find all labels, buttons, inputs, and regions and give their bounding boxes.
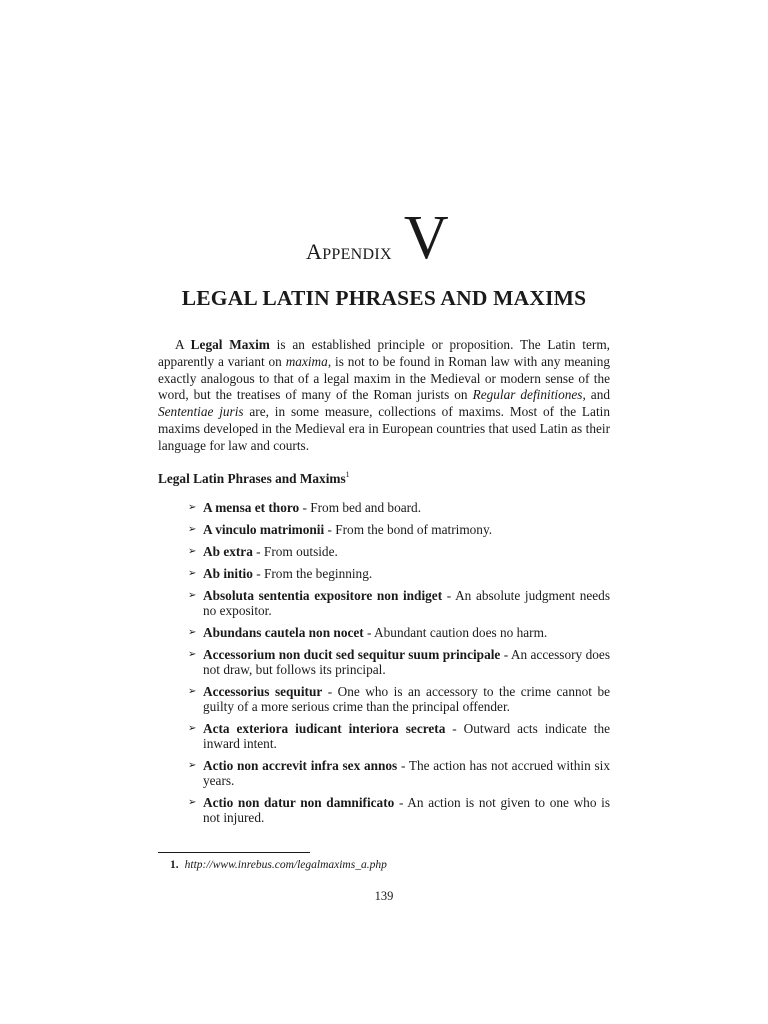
intro-term-legal-maxim: Legal Maxim <box>190 337 270 352</box>
appendix-label-rest: PPENDIX <box>322 245 392 263</box>
section-heading: Legal Latin Phrases and Maxims$^1$ <box>158 470 350 486</box>
maxim-meaning: - One who is an accessory to the crime cannot be guilty of a more serious crime than the principal offender. <box>203 684 610 714</box>
maxim-term: A mensa et thoro <box>203 500 300 515</box>
arrow-bullet-icon: ➢ <box>188 686 197 697</box>
page-title: LEGAL LATIN PHRASES AND MAXIMS <box>181 286 587 310</box>
maxim-meaning: - From the beginning. <box>252 566 373 581</box>
list-item <box>188 758 610 788</box>
list-item <box>188 566 610 581</box>
footnote-url: http://www.inrebus.com/legalmaxims_a.php <box>184 859 387 871</box>
arrow-bullet-icon: ➢ <box>188 590 197 601</box>
arrow-bullet-icon: ➢ <box>188 546 197 557</box>
page-number: 139 <box>374 889 394 903</box>
arrow-bullet-icon: ➢ <box>188 502 197 513</box>
arrow-bullet-icon: ➢ <box>188 649 197 660</box>
list-item <box>188 795 610 825</box>
arrow-bullet-icon: ➢ <box>188 524 197 535</box>
maxim-term: A vinculo matrimonii <box>203 522 325 537</box>
maxim-term: Actio non accrevit infra sex annos <box>203 758 398 773</box>
appendix-heading <box>306 204 449 272</box>
maxim-term: Ab initio <box>203 566 253 581</box>
list-item <box>188 721 610 751</box>
arrow-bullet-icon: ➢ <box>188 627 197 638</box>
footnote <box>170 859 387 871</box>
arrow-bullet-icon: ➢ <box>188 760 197 771</box>
list-item <box>188 544 610 559</box>
arrow-bullet-icon: ➢ <box>188 797 197 808</box>
maxim-term: Ab extra <box>203 544 253 559</box>
maxim-meaning: - Outward acts indicate the inward intent. <box>203 721 610 751</box>
list-item <box>188 522 610 537</box>
maxim-meaning: - From outside. <box>252 544 338 559</box>
maxims-list <box>188 500 610 825</box>
list-item <box>188 625 610 640</box>
intro-paragraph: A Legal Maxim is an established principle or proposition. The Latin term, apparently a variant on maxima, is not to be found in Roman law with any meaning exactly analogous to that of a legal maxim in the Medieval or modern sense of the word, but the treatises of many of the Roman jurists on Regular definitiones, and Sententiae juris are, in some measure, collections of maxims. Most of the Latin maxims developed in the Medieval era in European countries that used Latin as their language for law and courts. <box>158 337 611 453</box>
maxim-meaning: - An accessory does not draw, but follows its principal. <box>203 647 610 677</box>
arrow-bullet-icon: ➢ <box>188 568 197 579</box>
appendix-numeral: V <box>403 204 449 272</box>
maxim-meaning: - Abundant caution does no harm. <box>363 625 548 640</box>
footnote-divider <box>158 852 310 853</box>
appendix-label-initial: A <box>306 238 323 264</box>
maxim-term: Actio non datur non damnificato <box>203 795 395 810</box>
maxim-term: Absoluta sententia expositore non indiget <box>203 588 443 603</box>
maxim-meaning: - From the bond of matrimony. <box>324 522 493 537</box>
list-item <box>188 684 610 714</box>
maxim-term: Accessorium non ducit sed sequitur suum principale <box>203 647 501 662</box>
maxim-meaning: - An absolute judgment needs no expositor. <box>203 588 610 618</box>
maxim-meaning: - The action has not accrued within six years. <box>203 758 610 788</box>
list-item <box>188 647 610 677</box>
maxim-meaning: - From bed and board. <box>299 500 422 515</box>
footnote-ref: 1 <box>345 470 350 479</box>
arrow-bullet-icon: ➢ <box>188 723 197 734</box>
maxim-term: Accessorius sequitur <box>203 684 323 699</box>
maxim-term: Abundans cautela non nocet <box>203 625 364 640</box>
list-item <box>188 500 610 515</box>
maxim-meaning: - An action is not given to one who is not injured. <box>203 795 611 825</box>
appendix-label <box>306 238 392 265</box>
footnote-number: 1. <box>170 859 179 871</box>
maxim-term: Acta exteriora iudicant interiora secreta <box>203 721 446 736</box>
list-item <box>188 588 610 618</box>
